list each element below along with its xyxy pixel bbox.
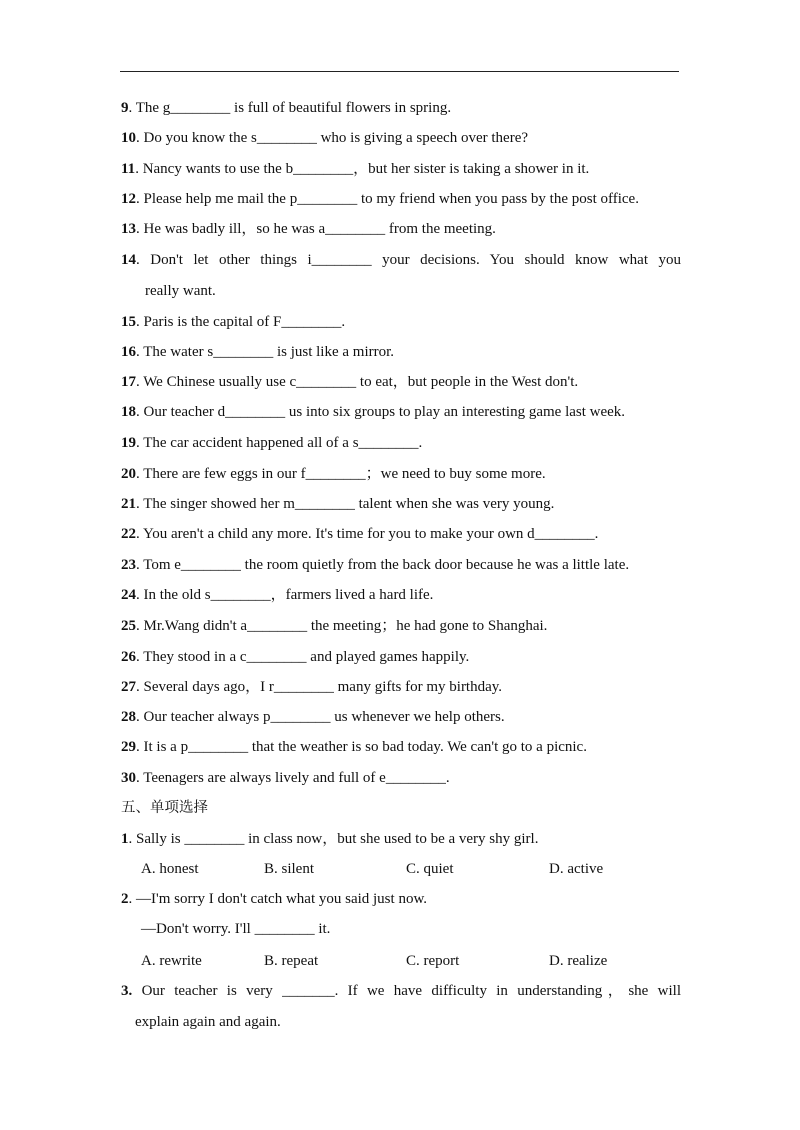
mc1-option-d: D. active <box>549 861 604 877</box>
question-16: 16. The water s________ is just like a mirror. <box>121 344 395 360</box>
question-24: 24. In the old s________，farmers lived a hard life. <box>121 587 434 603</box>
question-23: 23. Tom e________ the room quietly from the back door because he was a little late. <box>121 557 630 573</box>
question-14: 14. Don't let other things i________ your decisions. You should know what you <box>121 252 681 268</box>
mc1-option-a: A. honest <box>141 861 199 877</box>
question-13: 13. He was badly ill，so he was a________ from the meeting. <box>121 221 496 237</box>
mc1-option-c: C. quiet <box>406 861 454 877</box>
mc-question-3: 3. Our teacher is very _______. If we have difficulty in understanding，she will <box>121 983 681 999</box>
question-29: 29. It is a p________ that the weather is so bad today. We can't go to a picnic. <box>121 739 587 755</box>
mc1-option-b: B. silent <box>264 861 315 877</box>
mc2-option-b: B. repeat <box>264 953 319 969</box>
question-22: 22. You aren't a child any more. It's time for you to make your own d________. <box>121 526 599 542</box>
mc-question-3-continued: explain again and again. <box>135 1014 281 1030</box>
question-12: 12. Please help me mail the p________ to my friend when you pass by the post office. <box>121 191 639 207</box>
mc-question-2: 2. —I'm sorry I don't catch what you said just now. <box>121 891 428 907</box>
question-30: 30. Teenagers are always lively and full of e________. <box>121 770 450 786</box>
question-21: 21. The singer showed her m________ talent when she was very young. <box>121 496 555 512</box>
mc2-option-d: D. realize <box>549 953 608 969</box>
question-17: 17. We Chinese usually use c________ to eat，but people in the West don't. <box>121 374 579 390</box>
question-19: 19. The car accident happened all of a s________. <box>121 435 423 451</box>
section-title: 五、单项选择 <box>121 800 208 816</box>
mc-question-1: 1. Sally is ________ in class now，but she used to be a very shy girl. <box>121 831 539 847</box>
mc-question-2-reply: —Don't worry. I'll ________ it. <box>141 921 331 937</box>
question-11: 11. Nancy wants to use the b________，but her sister is taking a shower in it. <box>121 161 590 177</box>
header-rule <box>120 71 679 72</box>
question-10: 10. Do you know the s________ who is giving a speech over there? <box>121 130 529 146</box>
question-15: 15. Paris is the capital of F________. <box>121 314 346 330</box>
question-26: 26. They stood in a c________ and played games happily. <box>121 649 470 665</box>
question-18: 18. Our teacher d________ us into six groups to play an interesting game last week. <box>121 404 626 420</box>
mc2-option-c: C. report <box>406 953 460 969</box>
mc2-option-a: A. rewrite <box>141 953 202 969</box>
question-25: 25. Mr.Wang didn't a________ the meeting；he had gone to Shanghai. <box>121 618 548 634</box>
question-20: 20. There are few eggs in our f________；we need to buy some more. <box>121 466 546 482</box>
question-27: 27. Several days ago，I r________ many gifts for my birthday. <box>121 679 503 695</box>
question-28: 28. Our teacher always p________ us whenever we help others. <box>121 709 505 725</box>
question-14-continued: really want. <box>145 283 216 299</box>
question-9: 9. The g________ is full of beautiful flowers in spring. <box>121 100 452 116</box>
